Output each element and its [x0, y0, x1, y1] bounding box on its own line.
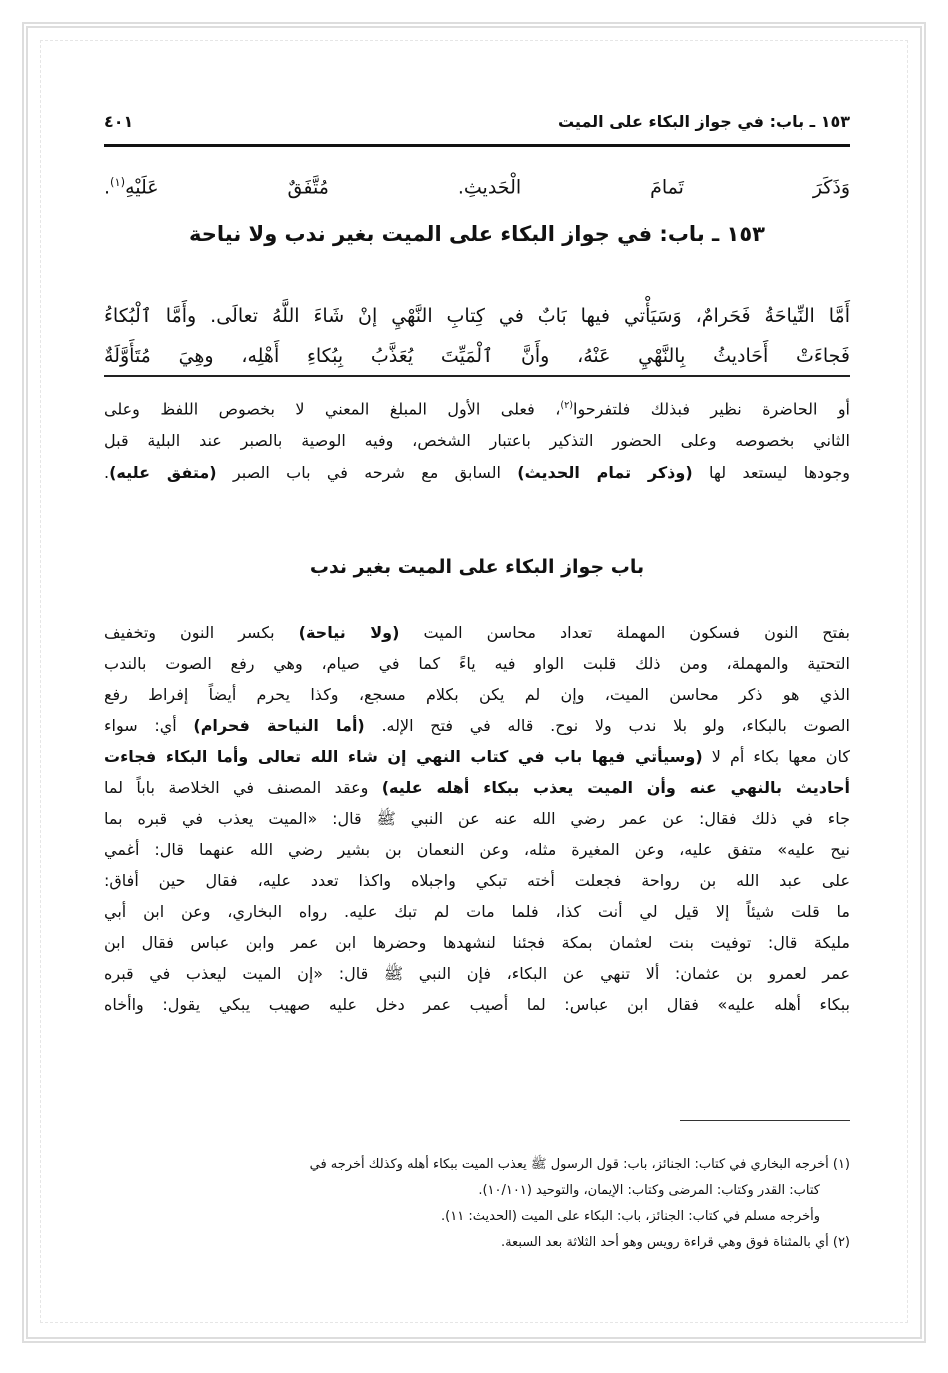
commentary-top-line — [104, 390, 850, 425]
text-segment: عمر لعمرو بن عثمان: ألا تنهي عن البكاء، فإن النبي ﷺ قال: «إن الميت ليعذب في قبره — [104, 964, 850, 983]
bold-quote-segment: (وسيأتي فيها باب في كتاب النهي إن شاء الله تعالى وأما البكاء فجاءت — [104, 747, 703, 766]
bold-quote-segment: (أما النياحة فحرام) — [193, 716, 365, 735]
header-rule — [104, 144, 850, 147]
commentary-text — [104, 617, 850, 1020]
text-segment: . — [104, 176, 111, 199]
text-segment: أَمَّا النِّياحَةُ فَحَرامٌ، وَسَيَأْتي فيها بَابٌ في كِتابِ النَّهْيِ إنْ شَاءَ اللَّهُ تعالَى. وأَمَّا ٱلْبُكاءُ — [104, 305, 850, 327]
commentary-top-line — [104, 457, 850, 489]
footnotes-line — [104, 1230, 850, 1256]
matn-continuation — [104, 166, 850, 203]
commentary-line — [104, 896, 850, 927]
commentary-chapter-title: باب جواز البكاء على الميت بغير ندب — [309, 556, 645, 578]
matn-line — [104, 296, 850, 336]
text-segment: ، فعلى الأول المبلغ المعني لا بخصوص اللفظ وعلى — [104, 399, 561, 419]
text-segment: أي: سواء — [104, 716, 194, 735]
text-segment: السابق مع شرحه في باب الصبر — [216, 463, 518, 483]
text-segment: مليكة قال: توفيت بنت لعثمان بمكة فجئنا لنشهدها وحضرها ابن عمر وابن عباس فقال ابن — [104, 933, 850, 952]
text-segment: الذي هو ذكر محاسن الميت، وإن لم يكن بكلام مسجع، وكذا يحرم أيضاً إفراط رفع — [104, 685, 850, 704]
bold-quote-segment: أحاديث بالنهي عنه وأن الميت يعذب ببكاء أهله عليه) — [381, 778, 850, 797]
footnotes — [104, 1152, 850, 1256]
commentary-line — [104, 648, 850, 679]
footnotes-line — [104, 1178, 850, 1204]
text-segment: (٢) أي بالمثناة فوق وهي قراءة رويس وهو أحد الثلاثة بعد السبعة. — [500, 1235, 850, 1250]
text-segment: الصوت بالبكاء، ولو بلا ندب ولا نوح. قاله في فتح الإله. — [364, 716, 850, 735]
commentary-line — [104, 679, 850, 710]
text-segment: ما قلت شيئاً إلا قيل لي أنت كذا، فلما مات لم تبك عليه. رواه البخاري، وعن ابن أبي — [104, 902, 850, 921]
text-segment: كان معها بكاء أم لا — [702, 747, 851, 766]
page-number: ٤٠١ — [104, 111, 134, 131]
text-segment: جاء في ذلك فقال: عن عمر رضي الله عنه عن النبي ﷺ قال: «الميت يعذب في قبره بما — [104, 809, 850, 828]
commentary-continuation — [104, 390, 850, 489]
text-segment: نيح عليه» متفق عليه، وعن المغيرة مثله، وعن النعمان بن بشير رضي الله عنهما قال: أغمي — [104, 840, 850, 859]
text-segment: وأخرجه مسلم في كتاب: الجنائز، باب: البكاء على الميت (الحديث: ١١). — [441, 1209, 820, 1224]
text-segment: وجودها ليستعد لها — [692, 463, 851, 483]
text-segment: وعقد المصنف في الخلاصة باباً لما — [104, 778, 382, 797]
text-segment: فَجاءَتْ أَحَاديثُ بِالنَّهْيِ عَنْهُ، وأَنَّ ٱلْمَيِّتَ يُعَذَّبُ بِبُكاءِ أَهْلِه، وهِيَ مُتَأَوَّلَةٌ — [104, 345, 850, 367]
text-segment: (١) أخرجه البخاري في كتاب: الجنائز، باب: قول الرسول ﷺ يعذب الميت ببكاء أهله وكذلك أخرجه في — [309, 1157, 850, 1172]
footnotes-line — [104, 1152, 850, 1178]
commentary-line — [104, 834, 850, 865]
matn-line — [104, 336, 850, 376]
commentary-top-line — [104, 425, 850, 457]
commentary-line — [104, 989, 850, 1020]
text-segment: وَذَكَرَ تَمامَ الْحَديثِ. مُتَّفَقٌ عَلَيْهِ — [125, 176, 850, 199]
commentary-line — [104, 865, 850, 896]
text-segment: بفتح النون فسكون المهملة تعداد محاسن الميت — [399, 623, 851, 642]
bold-quote-segment: (ولا نياحة) — [298, 623, 400, 642]
bold-quote-segment: (متفق عليه) — [109, 463, 217, 483]
text-segment: على عبد الله بن رواحة فجعلت أخته تبكي واجبلاه واكذا تعدد عليه، فقال حين أفاق: — [104, 871, 850, 890]
chapter-title: ١٥٣ ـ باب: في جواز البكاء على الميت بغير ندب ولا نياحة — [189, 222, 765, 246]
commentary-line — [104, 958, 850, 989]
matn-top-line — [104, 166, 850, 203]
running-header — [104, 106, 850, 136]
footnotes-line — [104, 1204, 850, 1230]
matn-text — [104, 296, 850, 376]
commentary-line — [104, 710, 850, 741]
footnote-marker: (٢) — [560, 400, 574, 411]
bold-quote-segment: (وذكر تمام الحديث) — [517, 463, 693, 483]
footnote-marker: (١) — [110, 175, 126, 189]
commentary-line — [104, 772, 850, 803]
text-segment: أو الحاضرة نظير فبذلك فلتفرحوا — [573, 399, 850, 419]
text-segment: ببكاء أهله عليه» فقال ابن عباس: لما أصيب عمر دخل عليه صهيب يبكي يقول: واأخاه — [104, 995, 850, 1014]
text-segment: . — [104, 463, 110, 483]
footnote-rule — [680, 1120, 850, 1121]
text-segment: الثاني بخصوصه وعلى الحضور التذكير باعتبار الشخص، وفيه الوصية بالصبر عند البلية قبل — [104, 431, 850, 451]
text-segment: بكسر النون وتخفيف — [104, 623, 299, 642]
text-segment: كتاب: القدر وكتاب: المرضى وكتاب: الإيمان، والتوحيد (١٠/١٠١). — [478, 1183, 820, 1198]
commentary-line — [104, 741, 850, 772]
running-title: ١٥٣ ـ باب: في جواز البكاء على الميت — [557, 111, 850, 131]
commentary-line — [104, 617, 850, 648]
commentary-line — [104, 927, 850, 958]
commentary-line — [104, 803, 850, 834]
text-segment: التحتية والمهملة، ومن ذلك قلبت الواو فيه ياءً كما في صيام، وهي رفع الصوت بالندب — [104, 654, 850, 673]
matn-commentary-divider — [104, 375, 850, 377]
